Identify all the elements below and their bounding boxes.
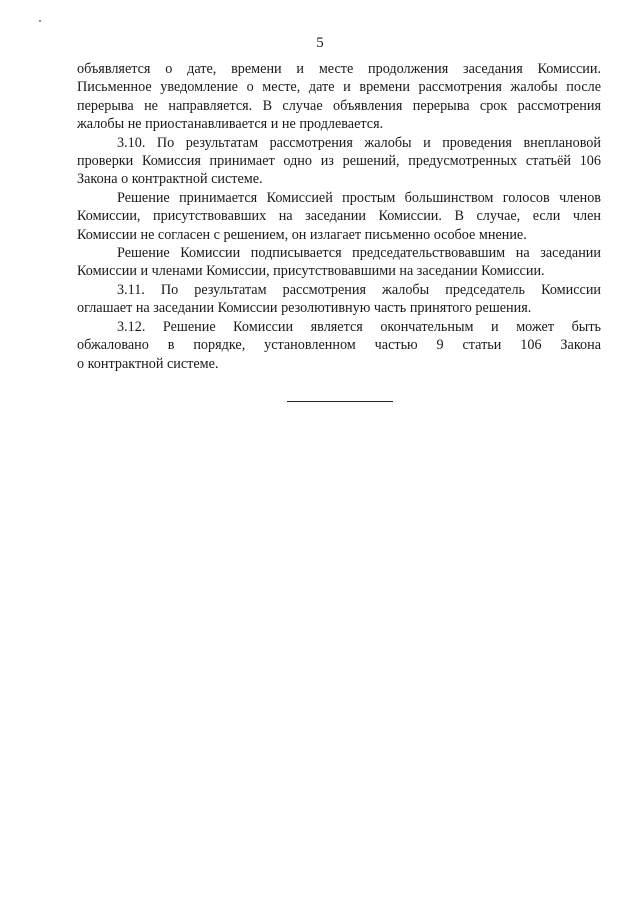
text-line: Решение принимается Комиссией простым большинством голосов членов bbox=[117, 189, 601, 206]
paragraph-continuation bbox=[77, 60, 601, 134]
document-body bbox=[77, 60, 601, 373]
paragraph-3-11 bbox=[77, 281, 601, 318]
text-line: оглашает на заседании Комиссии резолютивную часть принятого решения. bbox=[77, 300, 532, 317]
text-line: Письменное уведомление о месте, дате и времени рассмотрения жалобы после bbox=[77, 79, 601, 96]
paragraph-decision-majority bbox=[77, 189, 601, 244]
text-line: Закона о контрактной системе. bbox=[77, 171, 263, 188]
text-line: о контрактной системе. bbox=[77, 355, 219, 372]
text-line: Комиссии, присутствовавших на заседании Комиссии. В случае, если член bbox=[77, 208, 601, 225]
text-line: 3.10. По результатам рассмотрения жалобы и проведения внеплановой bbox=[117, 134, 601, 151]
text-line: жалобы не приостанавливается и не продлевается. bbox=[77, 116, 384, 133]
text-line: объявляется о дате, времени и месте продолжения заседания Комиссии. bbox=[77, 61, 601, 77]
paragraph-3-10 bbox=[77, 134, 601, 189]
text-line: Комиссии не согласен с решением, он излагает письменно особое мнение. bbox=[77, 226, 527, 243]
text-line: обжаловано в порядке, установленном частью 9 статьи 106 Закона bbox=[77, 337, 601, 354]
text-line: Комиссии и членами Комиссии, присутствовавшими на заседании Комиссии. bbox=[77, 263, 545, 280]
text-line: перерыва не направляется. В случае объявления перерыва срок рассмотрения bbox=[77, 97, 601, 114]
paragraph-3-12 bbox=[77, 318, 601, 373]
text-line: 3.12. Решение Комиссии является окончательным и может быть bbox=[117, 318, 601, 335]
end-of-document-rule bbox=[287, 401, 393, 402]
text-line: проверки Комиссия принимает одно из решений, предусмотренных статьёй 106 bbox=[77, 153, 601, 170]
scan-speck bbox=[39, 20, 41, 22]
page-number: 5 bbox=[316, 35, 324, 51]
paragraph-decision-signed bbox=[77, 244, 601, 281]
text-line: Решение Комиссии подписывается председательствовавшим на заседании bbox=[117, 245, 601, 262]
text-line: 3.11. По результатам рассмотрения жалобы председатель Комиссии bbox=[117, 281, 601, 298]
